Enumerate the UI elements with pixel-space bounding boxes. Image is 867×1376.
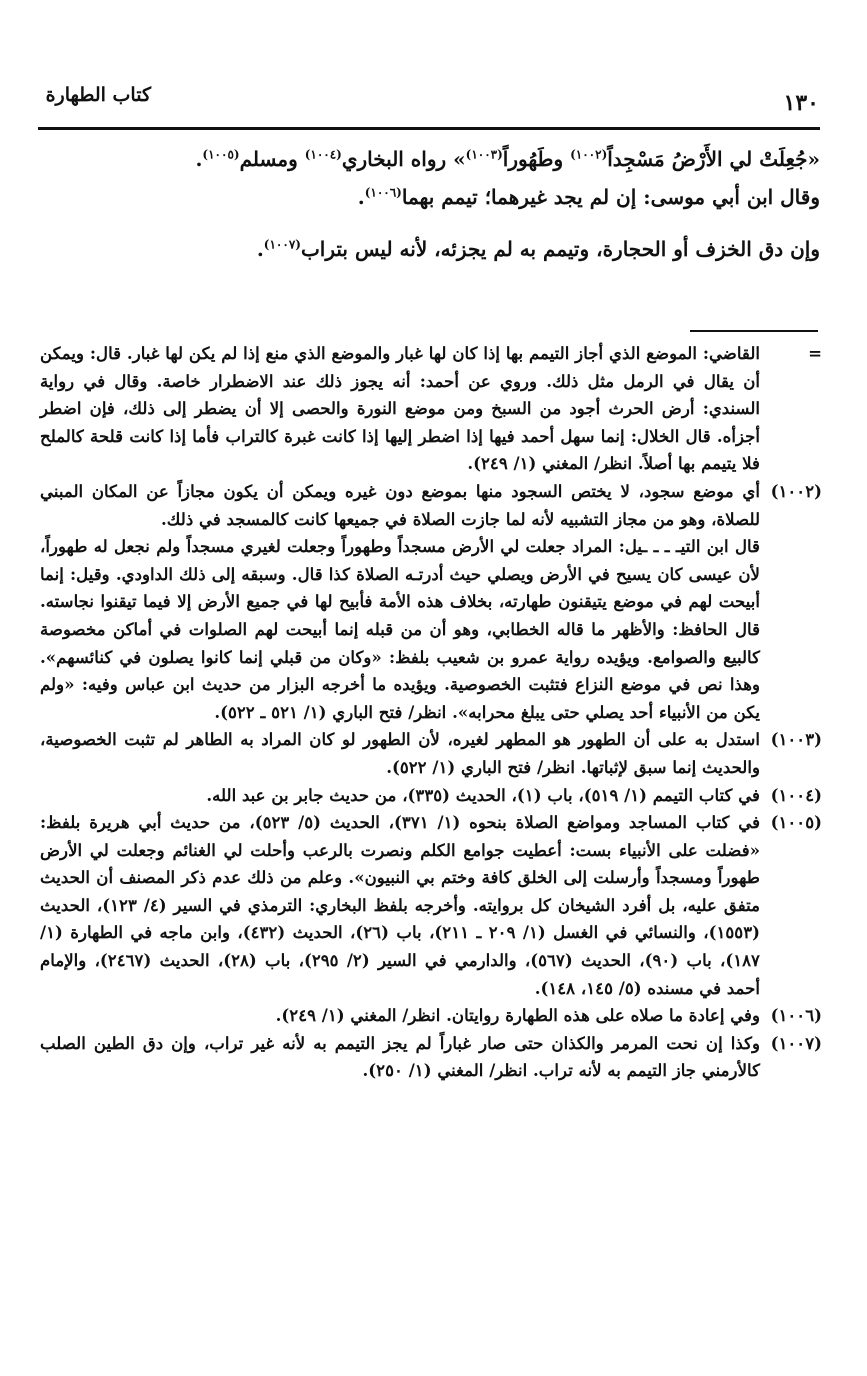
footnote-1007	[40, 1030, 822, 1085]
footnote-paragraph: القاضي: الموضع الذي أجاز التيمم بها إذا كان لها غبار والموضع الذي منع إذا لم يكن لها غبار. قال: ويمكن أن يقال في الرمل مثل ذلك. وروي عن أحمد: أنه يجوز ذلك عند الاضطرار خاصة. وقال في رواية السندي: أرض الحرث أجود من السبخ ومن موضع النورة والحصى إلا أن يضطر إلى ذلك، فإن اضطر أجزأه. قال الخلال: إنما سهل أحمد فيها إذا اضطر إليها إذا كانت غبرة كالتراب فأما إذا كانت قلحة كالملح فلا يتيمم بها أصلاً. انظر/ المغني (١/ ٢٤٩).	[40, 343, 760, 474]
footnote-body	[40, 478, 760, 726]
footnote-mark: (١٠٠٢)	[770, 480, 822, 501]
main-line-3-text-2: .	[256, 237, 264, 261]
main-line-1-text-5: .	[195, 147, 203, 171]
main-line-khazaf	[38, 230, 820, 268]
footnote-ref-1006[interactable]: (١٠٠٦)	[364, 185, 402, 200]
footnote-ref-1004[interactable]: (١٠٠٤)	[304, 147, 342, 162]
footnote-mark: (١٠٠٥)	[770, 812, 822, 833]
footnote-paragraph: استدل به على أن الطهور هو المطهر لغيره، لأن الطهور لو كان المراد به الطاهر لم تثبت الخصوصية، والحديث إنما سبق لإثباتها. انظر/ فتح الباري (١/ ٥٢٢).	[40, 729, 760, 777]
footnote-ref-1007[interactable]: (١٠٠٧)	[263, 237, 301, 252]
footnote-paragraph: وكذا إن نحت المرمر والكذان حتى صار غباراً لم يجز التيمم به لأنه غير تراب، وإن دق الطين الصلب كالأرمني جاز التيمم به لأنه تراب. انظر/ المغني (١/ ٢٥٠).	[40, 1032, 760, 1081]
footnote-ref-1005[interactable]: (١٠٠٥)	[202, 147, 240, 162]
footnotes	[40, 340, 822, 1085]
main-line-1-text-3: » رواه البخاري	[341, 147, 466, 171]
footnote-mark: (١٠٠٧)	[770, 1032, 822, 1053]
footnote-paragraph: وفي إعادة ما صلاه على هذه الطهارة روايتان. انظر/ المغني (١/ ٢٤٩).	[275, 1005, 760, 1026]
footnote-body	[40, 726, 760, 781]
main-line-2-text-1: وقال ابن أبي موسى: إن لم يجد غيرهما؛ تيمم بهما	[401, 185, 820, 209]
main-line-1-text-4: ومسلم	[239, 147, 305, 171]
footnote-1003	[40, 726, 822, 781]
main-line-3-text-1: وإن دق الخزف أو الحجارة، وتيمم به لم يجزئه، لأنه ليس بتراب	[300, 237, 820, 261]
footnote-1002	[40, 478, 822, 726]
footnote-ref-1003[interactable]: (١٠٠٣)	[465, 147, 503, 162]
footnote-mark: (١٠٠٦)	[770, 1005, 822, 1026]
footnote-ref-1002[interactable]: (١٠٠٢)	[570, 147, 608, 162]
footnote-paragraph: في كتاب المساجد ومواضع الصلاة بنحوه (١/ ٣٧١)، الحديث (٥/ ٥٢٣)، من حديث أبي هريرة بلفظ: «فضلت على الأنبياء بست: أعطيت جوامع الكلم ونصرت بالرعب وأحلت لي الغنائم وجعلت لي الأرض طهوراً ومسجداً وأرسلت إلى الخلق كافة وختم بي النبيون». وعلم من ذلك عدم ذكر المصنف أن الحديث متفق عليه، بل أفرد الشيخان كل بروايته. وأخرجه بلفظ البخاري: الترمذي في السير (٤/ ١٢٣)، الحديث (١٥٥٣)، والنسائي في الغسل (١/ ٢٠٩ ـ ٢١١)، باب (٢٦)، الحديث (٤٣٢)، وابن ماجه في الطهارة (١/ ١٨٧)، باب (٩٠)، الحديث (٥٦٧)، والدارمي في السير (٢/ ٢٩٥)، باب (٢٨)، الحديث (٢٤٦٧)، والإمام أحمد في مسنده (٥/ ١٤٥، ١٤٨).	[40, 812, 761, 998]
main-line-1-text-1: «جُعِلَتْ لي الأَرْضُ مَسْجِداً	[607, 147, 820, 171]
header-rule	[38, 127, 820, 130]
footnote-1005	[40, 809, 822, 1002]
footnote-paragraph: أي موضع سجود، لا يختص السجود منها بموضع دون غيره ويمكن أن يكون مجازاً عن المكان المبني للصلاة، وهو من مجاز التشبيه لأنه لما جازت الصلاة في جميعها كانت كالمسجد في ذلك.	[40, 480, 760, 529]
footnote-continued	[40, 340, 822, 478]
footnote-body	[40, 809, 760, 1002]
footnote-body	[40, 1002, 760, 1030]
footnote-mark: (١٠٠٤)	[770, 784, 822, 805]
main-line-2-text-2: .	[357, 185, 365, 209]
footnote-paragraph: في كتاب التيمم (١/ ٥١٩)، باب (١)، الحديث (٣٣٥)، من حديث جابر بن عبد الله.	[206, 784, 760, 805]
footnote-body	[40, 340, 760, 478]
footnote-1004	[40, 782, 822, 810]
footnote-mark: =	[808, 343, 822, 363]
footnote-body	[40, 1030, 760, 1085]
footnote-paragraph: قال ابن التيـ ـ ـ ـيل: المراد جعلت لي الأرض مسجداً وطهوراً وجعلت لغيري مسجداً ولم نجعل له طهوراً، لأن عيسى كان يسيح في الأرض ويصلي حيث أدرتـه الصلاة كذا قال. وسبقه إلى ذلك الداودي. وقيل: إنما أبيحت لهم في موضع يتيقنون طهارته، بخلاف هذه الأمة فأبيح لها في جميع الأرض إلا فيما تيقنوا نجاسته. قال الحافظ: والأظهر ما قاله الخطابي، وهو أن من قبله إنما أبيحت لهم الصلوات في أماكن مخصوصة كالبيع والصوامع. ويؤيده رواية عمرو بن شعيب بلفظ: «وكان من قبلي إنما كانوا يصلون في كنائسهم». وهذا نص في موضع النزاع فتثبت الخصوصية. ويؤيده ما أخرجه البزار من حديث ابن عباس وفيه: «ولم يكن من الأنبياء أحد يصلي حتى يبلغ محرابه». انظر/ فتح الباري (١/ ٥٢١ ـ ٥٢٢).	[40, 536, 760, 722]
footnote-1006	[40, 1002, 822, 1030]
footnote-separator	[690, 330, 818, 332]
page-number: ١٣٠	[783, 90, 819, 116]
main-line-1-text-2: وطَهُوراً	[502, 147, 571, 171]
footnote-mark: (١٠٠٣)	[770, 729, 822, 750]
main-text	[38, 140, 820, 268]
running-title: كتاب الطهارة	[45, 84, 151, 106]
main-line-hadith	[38, 140, 820, 178]
main-line-ibn-abi-musa	[38, 178, 820, 216]
footnote-body	[40, 782, 760, 810]
